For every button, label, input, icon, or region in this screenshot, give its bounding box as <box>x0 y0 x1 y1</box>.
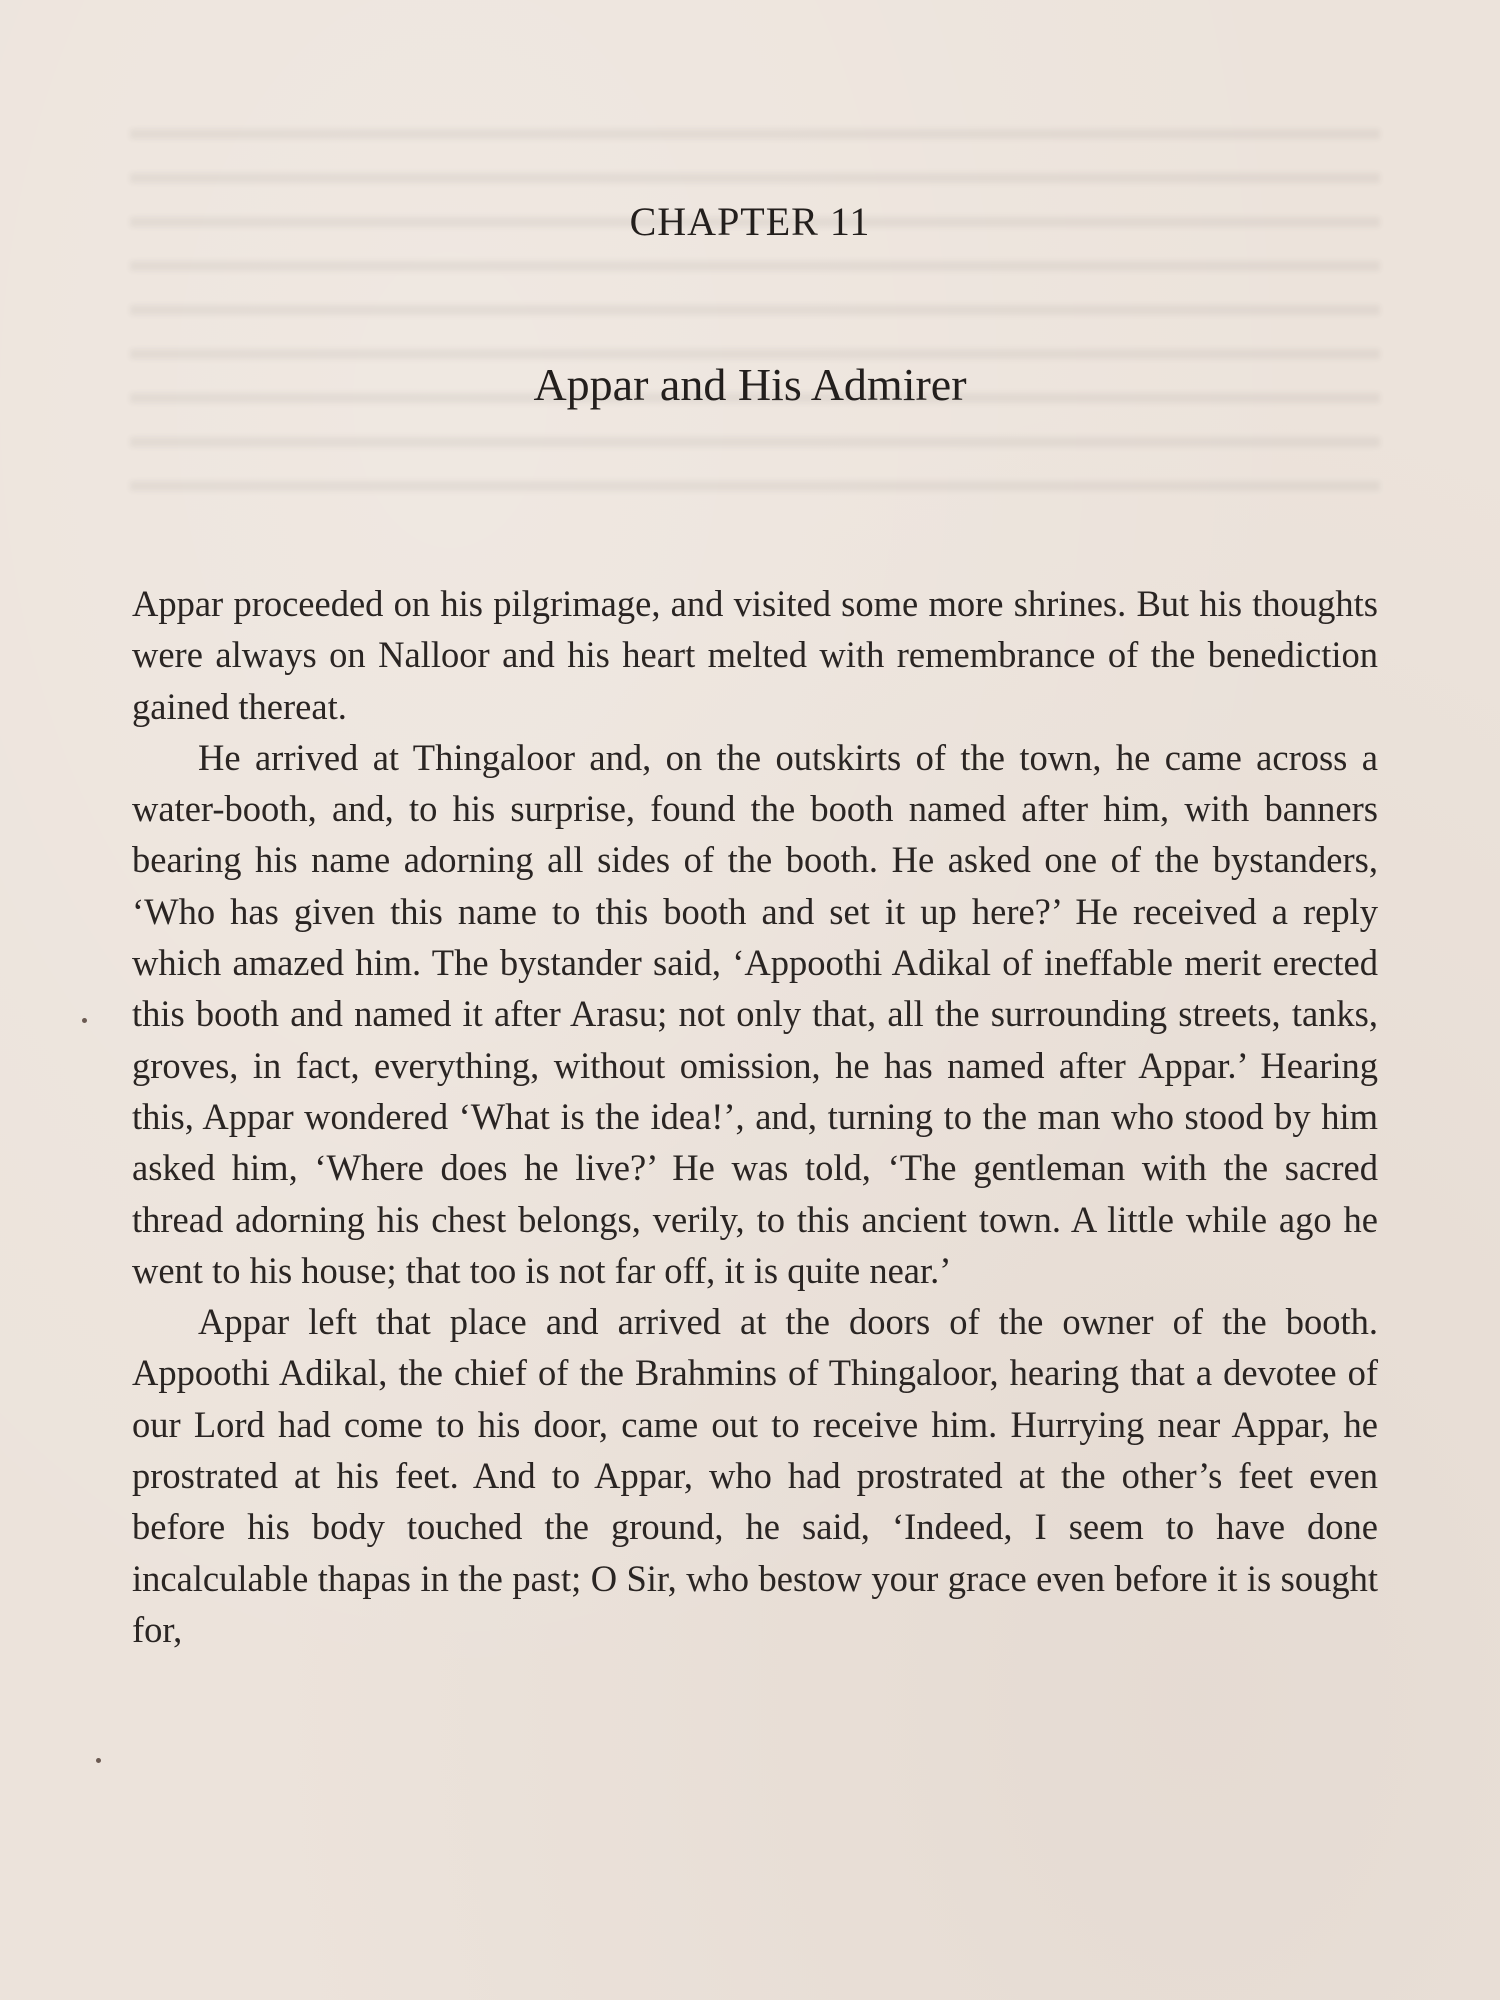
chapter-title: Appar and His Admirer <box>533 359 967 410</box>
chapter-heading: CHAPTER 11 <box>629 199 871 244</box>
margin-speck <box>96 1758 101 1763</box>
margin-speck <box>82 1018 87 1023</box>
paragraph-1: Appar proceeded on his pilgrimage, and visited some more shrines. But his thoughts were always on Nalloor and his heart melted with remembrance of the benediction gained thereat. <box>132 583 1378 727</box>
show-through-text <box>130 95 1380 495</box>
body-text <box>132 578 1378 1655</box>
paragraph-2: He arrived at Thingaloor and, on the outskirts of the town, he came across a water-booth, and, to his surprise, found the booth named after him, with banners bearing his name adorning all sides of the booth. He asked one of the bystanders, ‘Who has given this name to this booth and set it up here?’ He received a reply which amazed him. The bystander said, ‘Appoothi Adikal of ineffable merit erected this booth and named it after Arasu; not only that, all the surrounding streets, tanks, groves, in fact, everything, without omission, he has named after Appar.’ Hearing this, Appar wondered ‘What is the idea!’, and, turning to the man who stood by him asked him, ‘Where does he live?’ He was told, ‘The gentleman with the sacred thread adorning his chest belongs, verily, to this ancient town. A little while ago he went to his house; that too is not far off, it is quite near.’ <box>132 736 1378 1291</box>
paragraph-3: Appar left that place and arrived at the doors of the owner of the booth. Appoothi Adikal, the chief of the Brahmins of Thingaloor, hearing that a devotee of our Lord had come to his door, came out to receive him. Hurrying near Appar, he prostrated at his feet. And to Appar, who had prostrated at the other’s feet even before his body touched the ground, he said, ‘Indeed, I seem to have done incalculable thapas in the past; O Sir, who bestow your grace even before it is sought for, <box>132 1301 1378 1650</box>
